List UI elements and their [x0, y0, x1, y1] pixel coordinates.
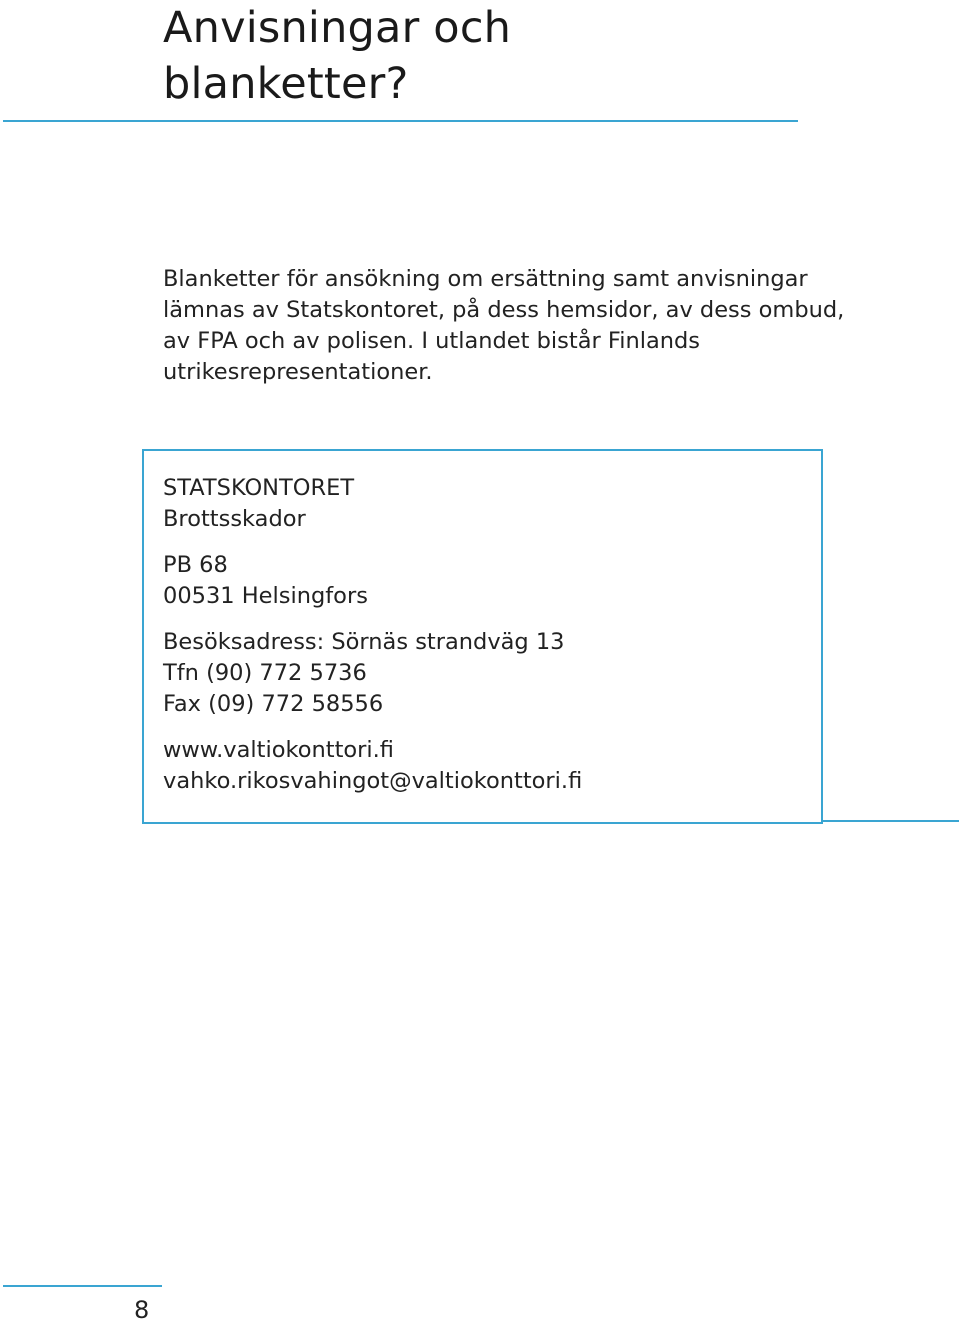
contact-visit-address: Besöksadress: Sörnäs strandväg 13 — [163, 629, 565, 655]
contact-postal-group — [163, 550, 582, 612]
intro-line-4: utrikesrepresentationer. — [163, 359, 433, 385]
contact-box-tail-rule — [821, 820, 959, 822]
contact-phone-group — [163, 627, 582, 720]
page-title-line-2: blanketter? — [163, 59, 409, 109]
contact-phone: Tfn (90) 772 5736 — [163, 660, 367, 686]
contact-dept: Brottsskador — [163, 506, 306, 532]
contact-org: STATSKONTORET — [163, 475, 355, 501]
intro-paragraph — [163, 264, 845, 388]
contact-web-group — [163, 735, 582, 797]
contact-fax: Fax (09) 772 58556 — [163, 691, 384, 717]
contact-details — [163, 473, 582, 812]
intro-line-3: av FPA och av polisen. I utlandet bistår Finlands — [163, 328, 701, 354]
intro-line-1: Blanketter för ansökning om ersättning samt anvisningar — [163, 266, 808, 292]
contact-email-link[interactable]: vahko.rikosvahingot@valtiokonttori.fi — [163, 768, 583, 794]
contact-po-box: PB 68 — [163, 552, 228, 578]
title-divider — [3, 120, 798, 122]
page-title-line-1: Anvisningar och — [163, 3, 512, 53]
footer-divider — [3, 1285, 162, 1287]
contact-website-link[interactable]: www.valtiokonttori.fi — [163, 737, 394, 763]
contact-postal-code: 00531 Helsingfors — [163, 583, 368, 609]
contact-organization-group — [163, 473, 582, 535]
intro-line-2: lämnas av Statskontoret, på dess hemsidor, av dess ombud, — [163, 297, 845, 323]
page-number: 8 — [134, 1296, 150, 1324]
page-title — [163, 0, 783, 112]
